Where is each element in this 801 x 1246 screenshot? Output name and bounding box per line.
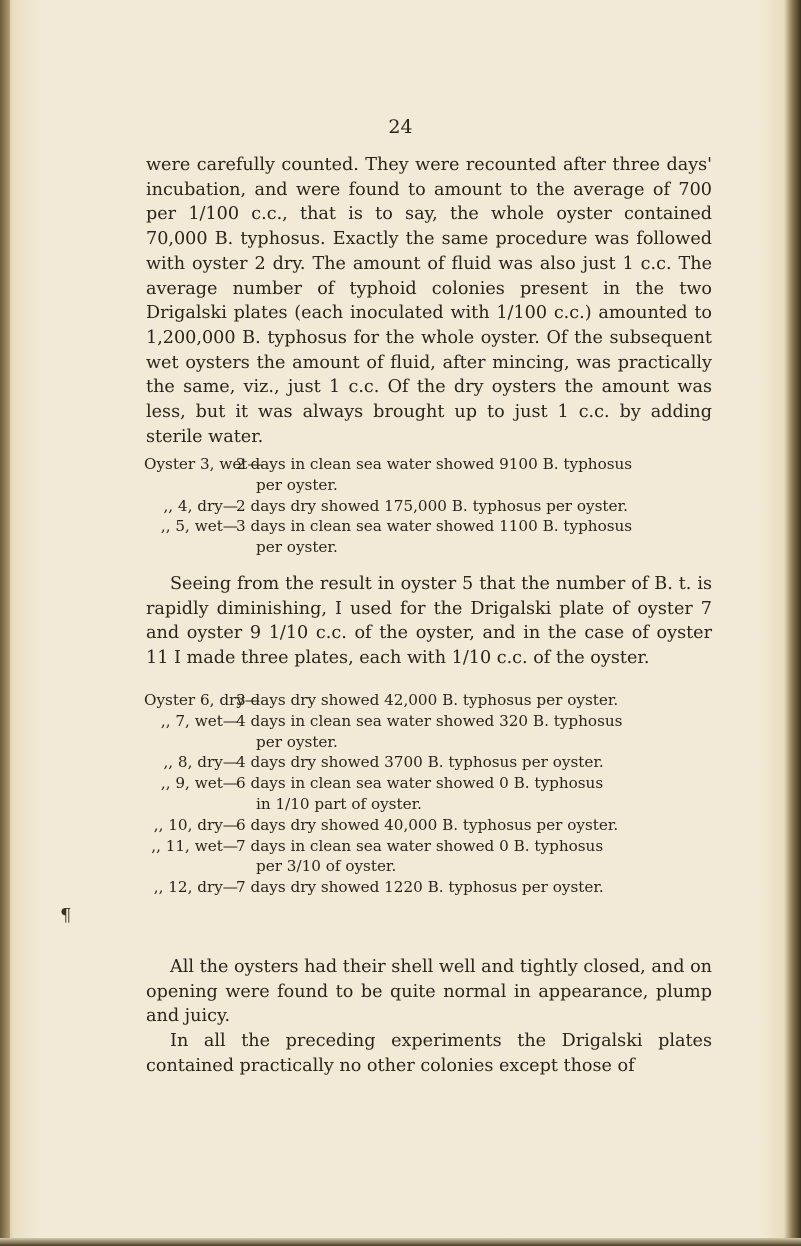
oyster-entry-text: 7 days dry showed 1220 B. typhosus per oyster. <box>236 878 604 897</box>
oyster-entry-text: 3 days dry showed 42,000 B. typhosus per oyster. <box>236 691 619 709</box>
oyster-results-list-2 <box>146 690 712 898</box>
oyster-entry-lead: ,, 5, wet— <box>160 517 238 536</box>
paragraph-4: In all the preceding experiments the Drigalski plates contained practically no other colonies except those of <box>146 1031 712 1076</box>
paragraph-2: Seeing from the result in oyster 5 that the number of B. t. is rapidly diminishing, I used for the Drigalski plate of oyster 7 and oyster 9 1/10 c.c. of the oyster, and in the case of oyster 11 I made three plates, each with 1/10 c.c. of the oyster. <box>146 574 712 669</box>
page-bottom-edge <box>0 1238 801 1246</box>
oyster-entry-text: 6 days in clean sea water showed 0 B. typhosus <box>236 774 604 793</box>
oyster-entry-lead: ,, 9, wet— <box>160 774 238 793</box>
oyster-entry-continuation: per oyster. <box>256 538 338 557</box>
oyster-entry-text: 2 days dry showed 175,000 B. typhosus per oyster. <box>236 496 628 515</box>
oyster-entry-lead: ,, 8, dry— <box>163 753 238 772</box>
oyster-entry-continuation: per 3/10 of oyster. <box>256 857 397 876</box>
oyster-entry <box>146 690 712 711</box>
oyster-entry <box>146 711 712 753</box>
paragraph-1: were carefully counted. They were recounted after three days' incubation, and were found to amount to the average of 700 per 1/100 c.c., that is to say, the whole oyster contained 70,000 B. typhosus. Exactly the same procedure was followed with oyster 2 dry. The amount of fluid was also just 1 c.c. The average number of typhoid colonies present in the two Drigalski plates (each inoculated with 1/100 c.c.) amounted to 1,200,000 B. typhosus for the whole oyster. Of the subsequent wet oysters the amount of fluid, after mincing, was practically the same, viz., just 1 c.c. Of the dry oysters the amount was less, but it was always brought up to just 1 c.c. by adding sterile water. <box>146 155 712 447</box>
oyster-entry-text: 4 days in clean sea water showed 320 B. typhosus <box>236 711 623 730</box>
oyster-entry-continuation: in 1/10 part of oyster. <box>256 794 422 813</box>
oyster-entry-lead: Oyster 3, wet— <box>144 455 263 473</box>
oyster-entry-text: 6 days dry showed 40,000 B. typhosus per oyster. <box>236 815 619 834</box>
oyster-entry-lead: ,, 7, wet— <box>160 711 238 730</box>
oyster-entry-text: 4 days dry showed 3700 B. typhosus per oyster. <box>236 753 604 772</box>
oyster-entry <box>146 516 712 558</box>
oyster-entry <box>146 877 712 898</box>
oyster-entry <box>146 815 712 836</box>
oyster-entry <box>146 836 712 878</box>
oyster-entry-continuation: per oyster. <box>256 732 338 751</box>
page-number: 24 <box>388 116 413 138</box>
paragraph-3: All the oysters had their shell well and tightly closed, and on opening were found to be quite normal in appearance, plump and juicy. <box>146 957 712 1027</box>
oyster-entry-lead: ,, 4, dry— <box>163 496 238 515</box>
oyster-entry <box>146 496 712 517</box>
oyster-entry-continuation: per oyster. <box>256 475 338 494</box>
oyster-entry-lead: ,, 11, wet— <box>151 836 238 855</box>
margin-mark: ¶ <box>60 905 72 926</box>
oyster-entry <box>146 752 712 773</box>
oyster-entry-lead: ,, 12, dry— <box>153 878 238 897</box>
oyster-entry-lead: ,, 10, dry— <box>153 815 238 834</box>
oyster-results-list-1 <box>146 454 712 558</box>
oyster-entry-text: 7 days in clean sea water showed 0 B. typhosus <box>236 836 604 855</box>
book-binding-edge <box>0 0 10 1246</box>
oyster-entry-lead: Oyster 6, dry— <box>144 691 261 709</box>
oyster-entry <box>146 773 712 815</box>
oyster-entry-text: 3 days in clean sea water showed 1100 B. typhosus <box>236 517 633 536</box>
oyster-entry <box>146 454 712 496</box>
oyster-entry-text: 2 days in clean sea water showed 9100 B. typhosus <box>236 455 633 473</box>
